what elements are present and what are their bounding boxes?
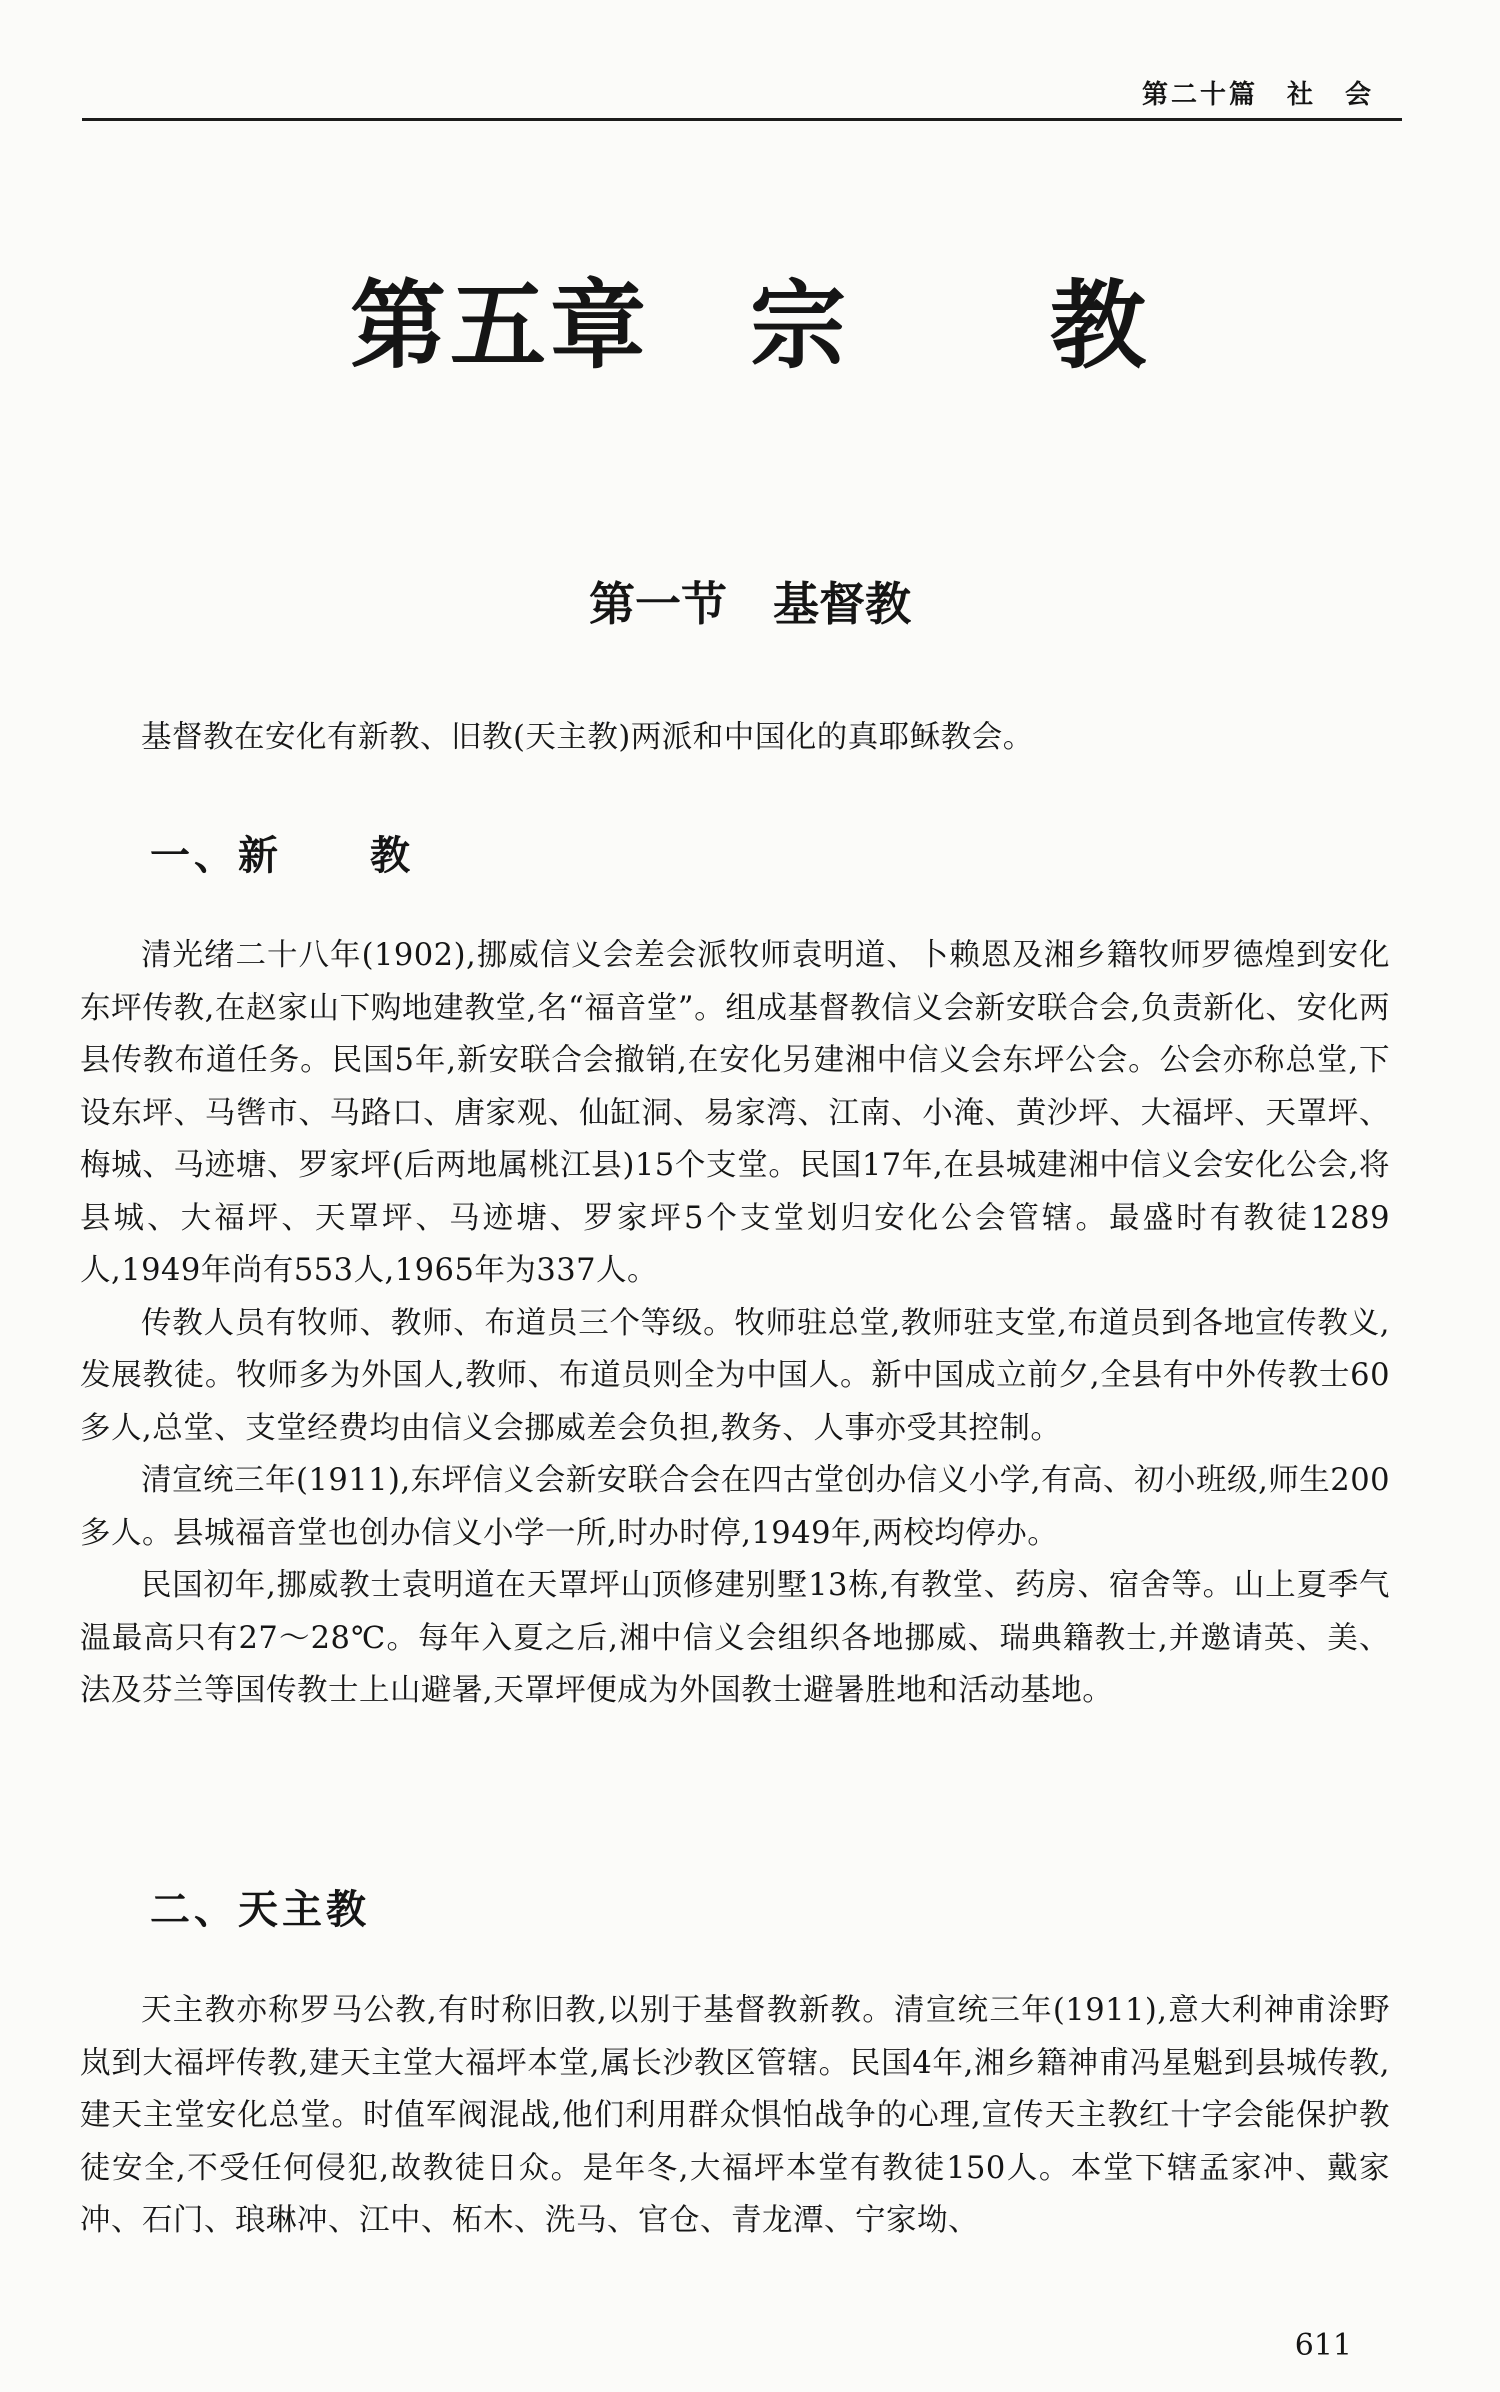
- running-header: [82, 68, 1402, 121]
- intro-text: [80, 712, 1390, 765]
- subsection-heading-catholic: 二、天主教: [150, 1886, 370, 1933]
- subsection-heading-new-protestant: 一、新 教: [150, 832, 414, 879]
- section-title: 第一节 基督教: [589, 577, 911, 631]
- page-number: 611: [1294, 2328, 1352, 2363]
- chapter-title: 第五章 宗 教: [350, 269, 1150, 382]
- body-paragraph: 民国初年,挪威教士袁明道在天罩坪山顶修建别墅13栋,有教堂、药房、宿舍等。山上夏季气温最高只有27～28℃。每年入夏之后,湘中信义会组织各地挪威、瑞典籍教士,并邀请英、美、法及芬兰等国传教士上山避暑,天罩坪便成为外国教士避暑胜地和活动基地。: [80, 1568, 1390, 1708]
- subsection-body-catholic: [80, 1985, 1390, 2248]
- body-paragraph: 天主教亦称罗马公教,有时称旧教,以别于基督教新教。清宣统三年(1911),意大利神甫涂野岚到大福坪传教,建天主堂大福坪本堂,属长沙教区管辖。民国4年,湘乡籍神甫冯星魁到县城传教,建天主堂安化总堂。时值军阀混战,他们利用群众惧怕战争的心理,宣传天主教红十字会能保护教徒安全,不受任何侵犯,故教徒日众。是年冬,大福坪本堂有教徒150人。本堂下辖孟家冲、戴家冲、石门、琅琳冲、江中、柘木、洗马、官仓、青龙潭、宁家坳、: [80, 1993, 1390, 2238]
- body-paragraph: 传教人员有牧师、教师、布道员三个等级。牧师驻总堂,教师驻支堂,布道员到各地宣传教义,发展教徒。牧师多为外国人,教师、布道员则全为中国人。新中国成立前夕,全县有中外传教士60多人,总堂、支堂经费均由信义会挪威差会负担,教务、人事亦受其控制。: [80, 1305, 1390, 1446]
- running-title: 第二十篇 社 会: [1141, 80, 1374, 110]
- subsection-body-new-protestant: [80, 930, 1390, 1718]
- intro-paragraph: 基督教在安化有新教、旧教(天主教)两派和中国化的真耶稣教会。: [141, 720, 1034, 755]
- body-paragraph: 清宣统三年(1911),东坪信义会新安联合会在四古堂创办信义小学,有高、初小班级,师生200多人。县城福音堂也创办信义小学一所,时办时停,1949年,两校均停办。: [80, 1463, 1390, 1551]
- body-paragraph: 清光绪二十八年(1902),挪威信义会差会派牧师袁明道、卜赖恩及湘乡籍牧师罗德煌到安化东坪传教,在赵家山下购地建教堂,名“福音堂”。组成基督教信义会新安联合会,负责新化、安化两县传教布道任务。民国5年,新安联合会撤销,在安化另建湘中信义会东坪公会。公会亦称总堂,下设东坪、马辔市、马路口、唐家观、仙缸洞、易家湾、江南、小淹、黄沙坪、大福坪、天罩坪、梅城、马迹塘、罗家坪(后两地属桃江县)15个支堂。民国17年,在县城建湘中信义会安化公会,将县城、大福坪、天罩坪、马迹塘、罗家坪5个支堂划归安化公会管辖。最盛时有教徒1289人,1949年尚有553人,1965年为337人。: [80, 938, 1390, 1288]
